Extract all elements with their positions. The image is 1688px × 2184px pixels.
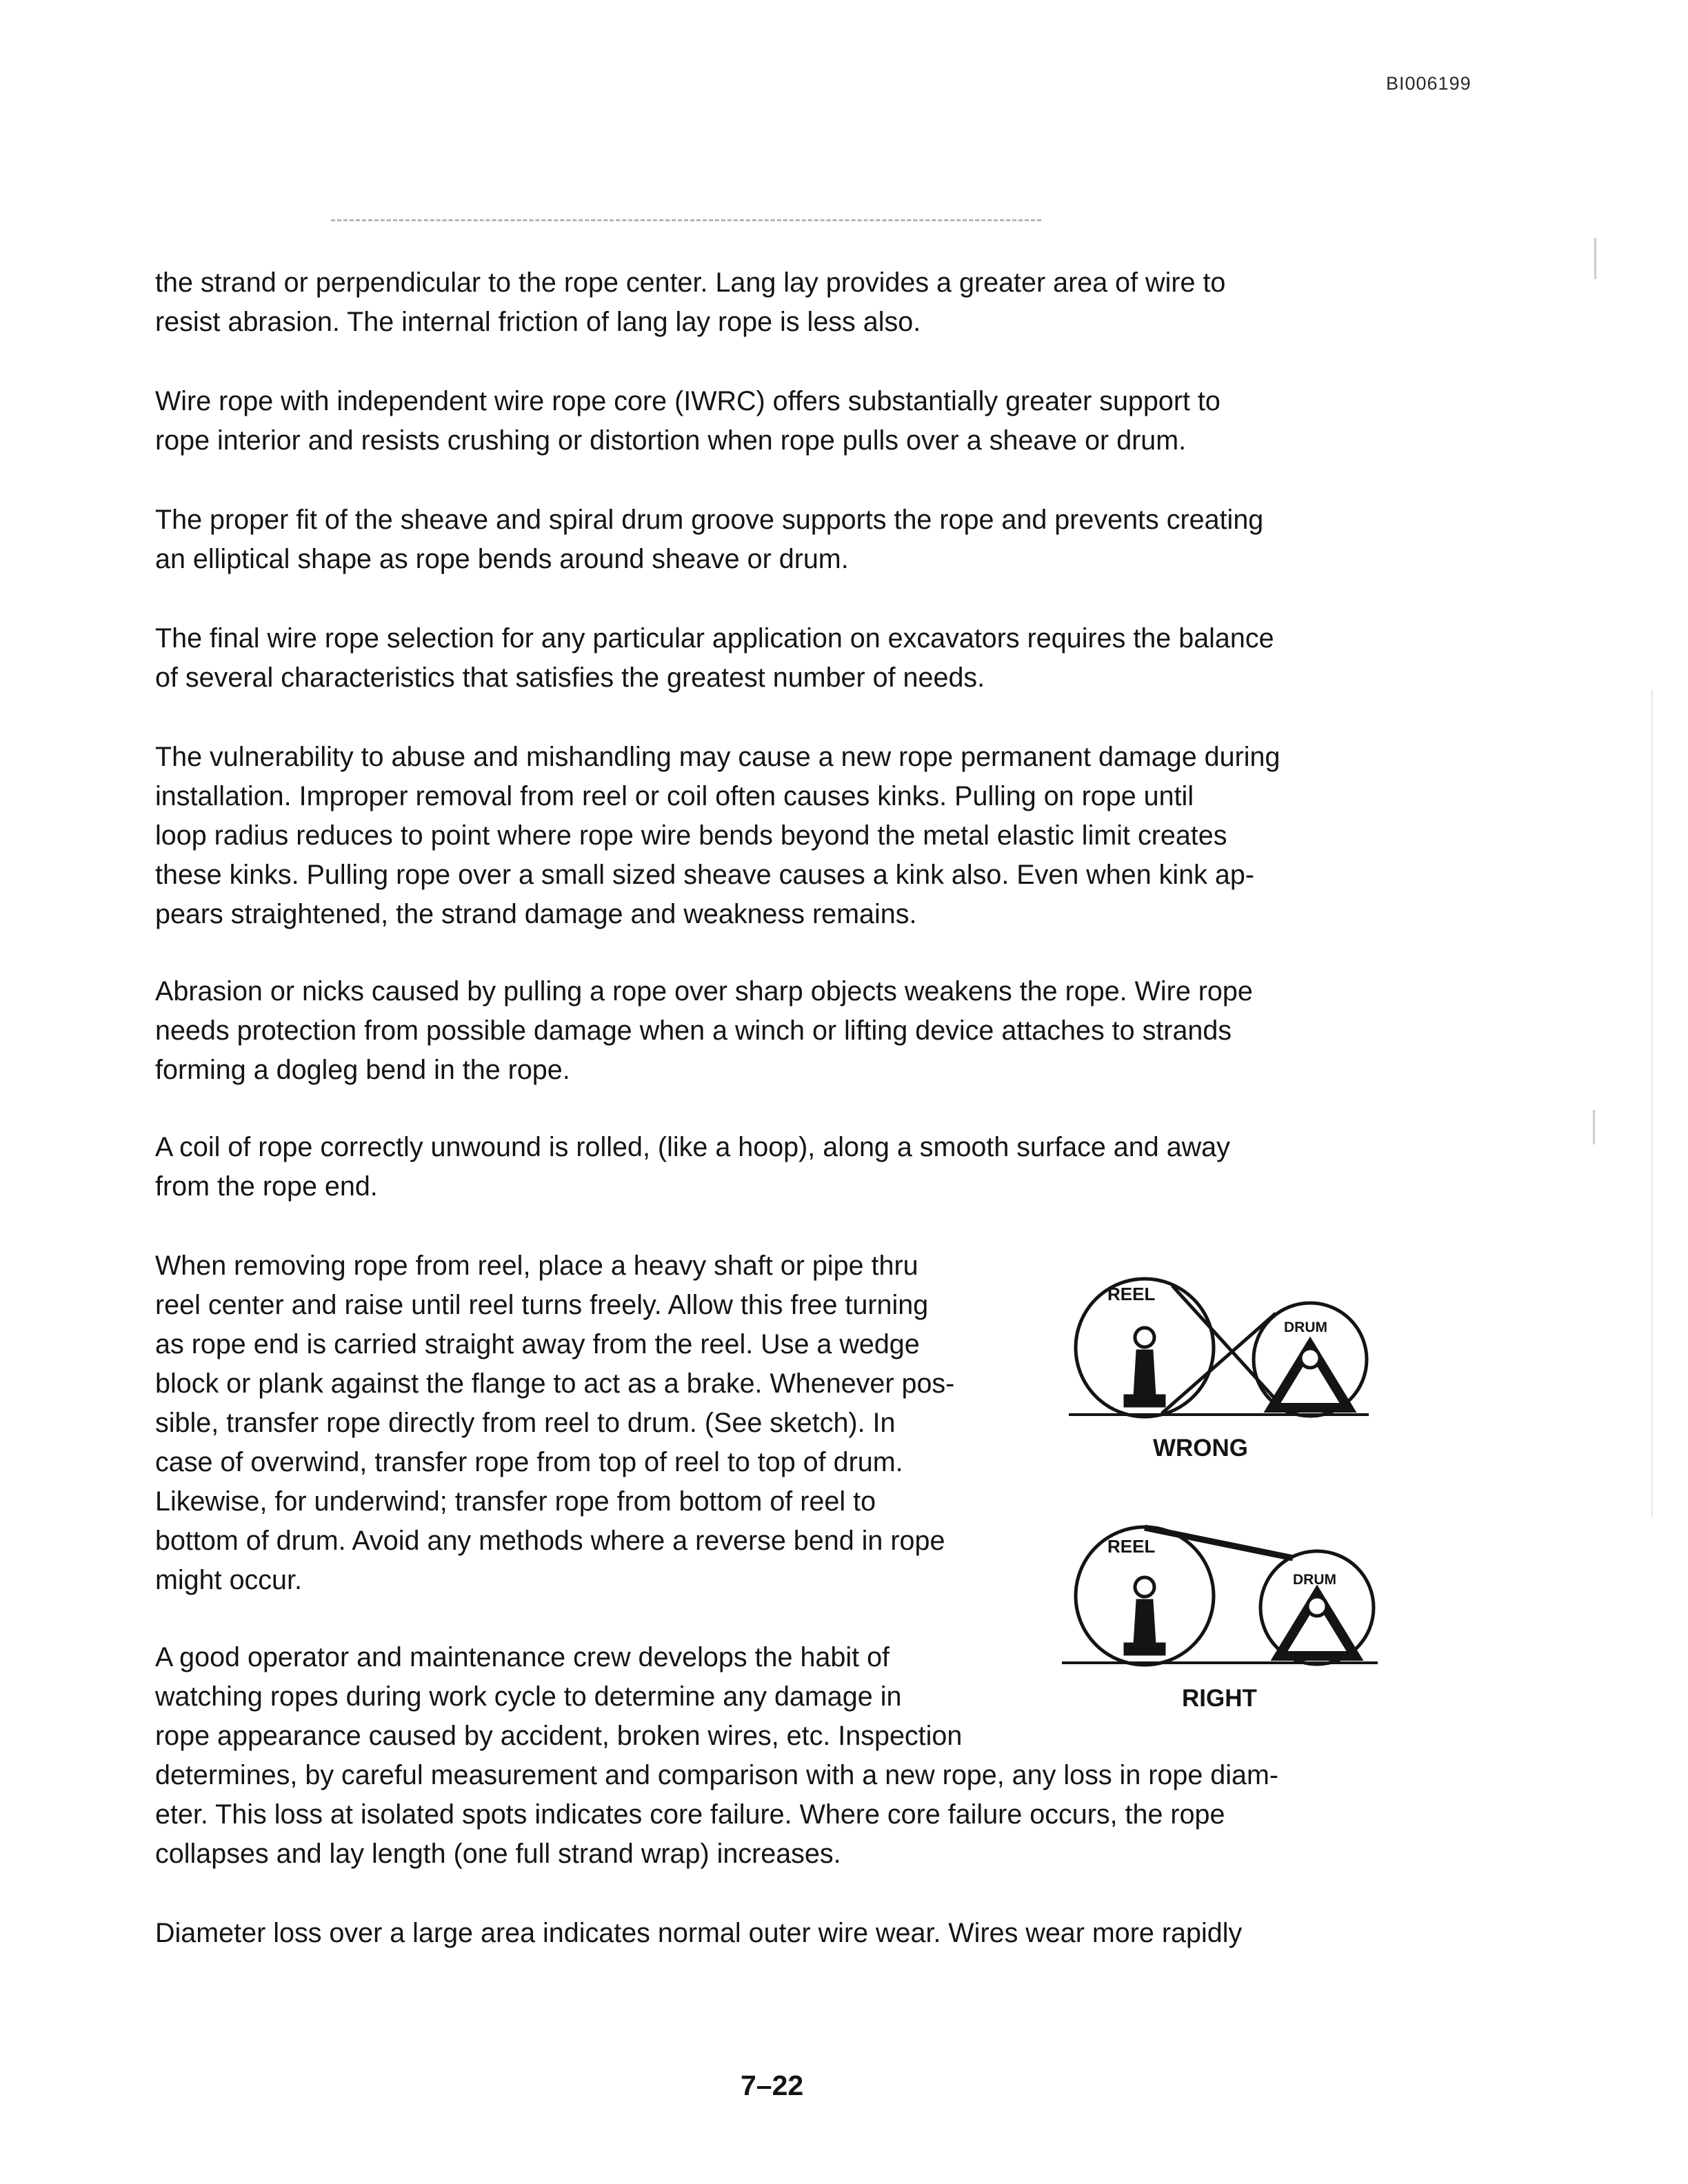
text-line: Likewise, for underwind; transfer rope from bottom of reel to	[155, 1486, 876, 1517]
text-line: needs protection from possible damage when a winch or lifting device attaches to strands	[155, 1015, 1232, 1046]
text-line: from the rope end.	[155, 1171, 378, 1202]
text-line: rope interior and resists crushing or distortion when rope pulls over a sheave or drum.	[155, 425, 1187, 456]
text-line: resist abrasion. The internal friction of lang lay rope is less also.	[155, 307, 921, 337]
text-line: When removing rope from reel, place a heavy shaft or pipe thru	[155, 1251, 918, 1281]
header-rule	[331, 219, 1041, 221]
text-line: loop radius reduces to point where rope wire bends beyond the metal elastic limit creates	[155, 820, 1227, 851]
right-reel-label: REEL	[1107, 1536, 1156, 1557]
text-line: A good operator and maintenance crew develops the habit of	[155, 1642, 890, 1672]
reel-hub	[1135, 1577, 1154, 1597]
text-line: might occur.	[155, 1565, 302, 1595]
paragraph-1	[155, 263, 1380, 342]
text-line: watching ropes during work cycle to determine any damage in	[155, 1681, 902, 1712]
reel-stand	[1135, 1601, 1154, 1644]
reel-drum-sketch	[1062, 1255, 1407, 1723]
reel-drum-diagram	[1062, 1255, 1407, 1723]
drum-hub	[1300, 1348, 1320, 1368]
text-line: Wire rope with independent wire rope core (IWRC) offers substantially greater support to	[155, 386, 1220, 416]
text-line: sible, transfer rope directly from reel to drum. (See sketch). In	[155, 1408, 896, 1438]
text-line: The final wire rope selection for any particular application on excavators requires the balance	[155, 623, 1274, 654]
text-line: block or plank against the flange to act as a brake. Whenever pos-	[155, 1368, 955, 1399]
rope-line	[1145, 1528, 1293, 1558]
text-line: Abrasion or nicks caused by pulling a rope over sharp objects weakens the rope. Wire rope	[155, 976, 1253, 1007]
drum-hub	[1307, 1597, 1327, 1616]
wrong-reel-label: REEL	[1107, 1284, 1156, 1304]
paragraph-9-part-2	[155, 1756, 1380, 1874]
text-line: determines, by careful measurement and comparison with a new rope, any loss in rope diam-	[155, 1760, 1279, 1790]
text-line: The proper fit of the sheave and spiral drum groove supports the rope and prevents creating	[155, 505, 1264, 535]
text-line: collapses and lay length (one full strand wrap) increases.	[155, 1839, 841, 1869]
text-line: an elliptical shape as rope bends around sheave or drum.	[155, 544, 849, 574]
text-line: of several characteristics that satisfies the greatest number of needs.	[155, 663, 985, 693]
paragraph-7	[155, 1128, 1380, 1206]
text-line: eter. This loss at isolated spots indicates core failure. Where core failure occurs, the rope	[155, 1799, 1225, 1830]
text-line: as rope end is carried straight away from the reel. Use a wedge	[155, 1329, 920, 1359]
paragraph-5	[155, 738, 1380, 934]
text-line: bottom of drum. Avoid any methods where a reverse bend in rope	[155, 1526, 945, 1556]
text-line: The vulnerability to abuse and mishandling may cause a new rope permanent damage during	[155, 742, 1280, 772]
text-line: the strand or perpendicular to the rope center. Lang lay provides a greater area of wire to	[155, 267, 1226, 298]
reel-stand-base	[1125, 1644, 1164, 1654]
scan-mark	[1594, 238, 1596, 279]
text-line: these kinks. Pulling rope over a small sized sheave causes a kink also. Even when kink ap-	[155, 860, 1254, 890]
reel-hub	[1135, 1328, 1154, 1347]
paragraph-2	[155, 382, 1380, 461]
paragraph-8	[155, 1246, 1043, 1600]
text-line: reel center and raise until reel turns freely. Allow this free turning	[155, 1290, 929, 1320]
text-line: A coil of rope correctly unwound is rolled, (like a hoop), along a smooth surface and away	[155, 1132, 1230, 1162]
wrong-caption: WRONG	[1153, 1435, 1249, 1462]
reel-stand-base	[1125, 1396, 1164, 1406]
reel-stand	[1135, 1351, 1154, 1396]
paragraph-3	[155, 501, 1380, 579]
paragraph-6	[155, 972, 1380, 1090]
text-line: case of overwind, transfer rope from top of reel to top of drum.	[155, 1447, 903, 1477]
wrong-drum-label: DRUM	[1284, 1320, 1327, 1335]
rope-line	[1172, 1286, 1289, 1415]
right-caption: RIGHT	[1182, 1685, 1257, 1712]
rope-line	[1162, 1313, 1276, 1413]
text-line: pears straightened, the strand damage and weakness remains.	[155, 899, 917, 929]
paragraph-9-part-1	[155, 1638, 1043, 1756]
document-id: BI006199	[1386, 73, 1471, 94]
text-line: installation. Improper removal from reel or coil often causes kinks. Pulling on rope until	[155, 781, 1194, 811]
right-drum-label: DRUM	[1293, 1572, 1336, 1588]
paragraph-4	[155, 619, 1380, 698]
text-line: forming a dogleg bend in the rope.	[155, 1055, 570, 1085]
paragraph-10	[155, 1914, 1380, 1953]
scan-mark	[1593, 1110, 1595, 1144]
text-line: rope appearance caused by accident, broken wires, etc. Inspection	[155, 1721, 963, 1751]
page-number: 7–22	[741, 2070, 804, 2101]
scan-mark	[1651, 689, 1653, 1517]
text-line: Diameter loss over a large area indicates normal outer wire wear. Wires wear more rapidly	[155, 1918, 1243, 1948]
